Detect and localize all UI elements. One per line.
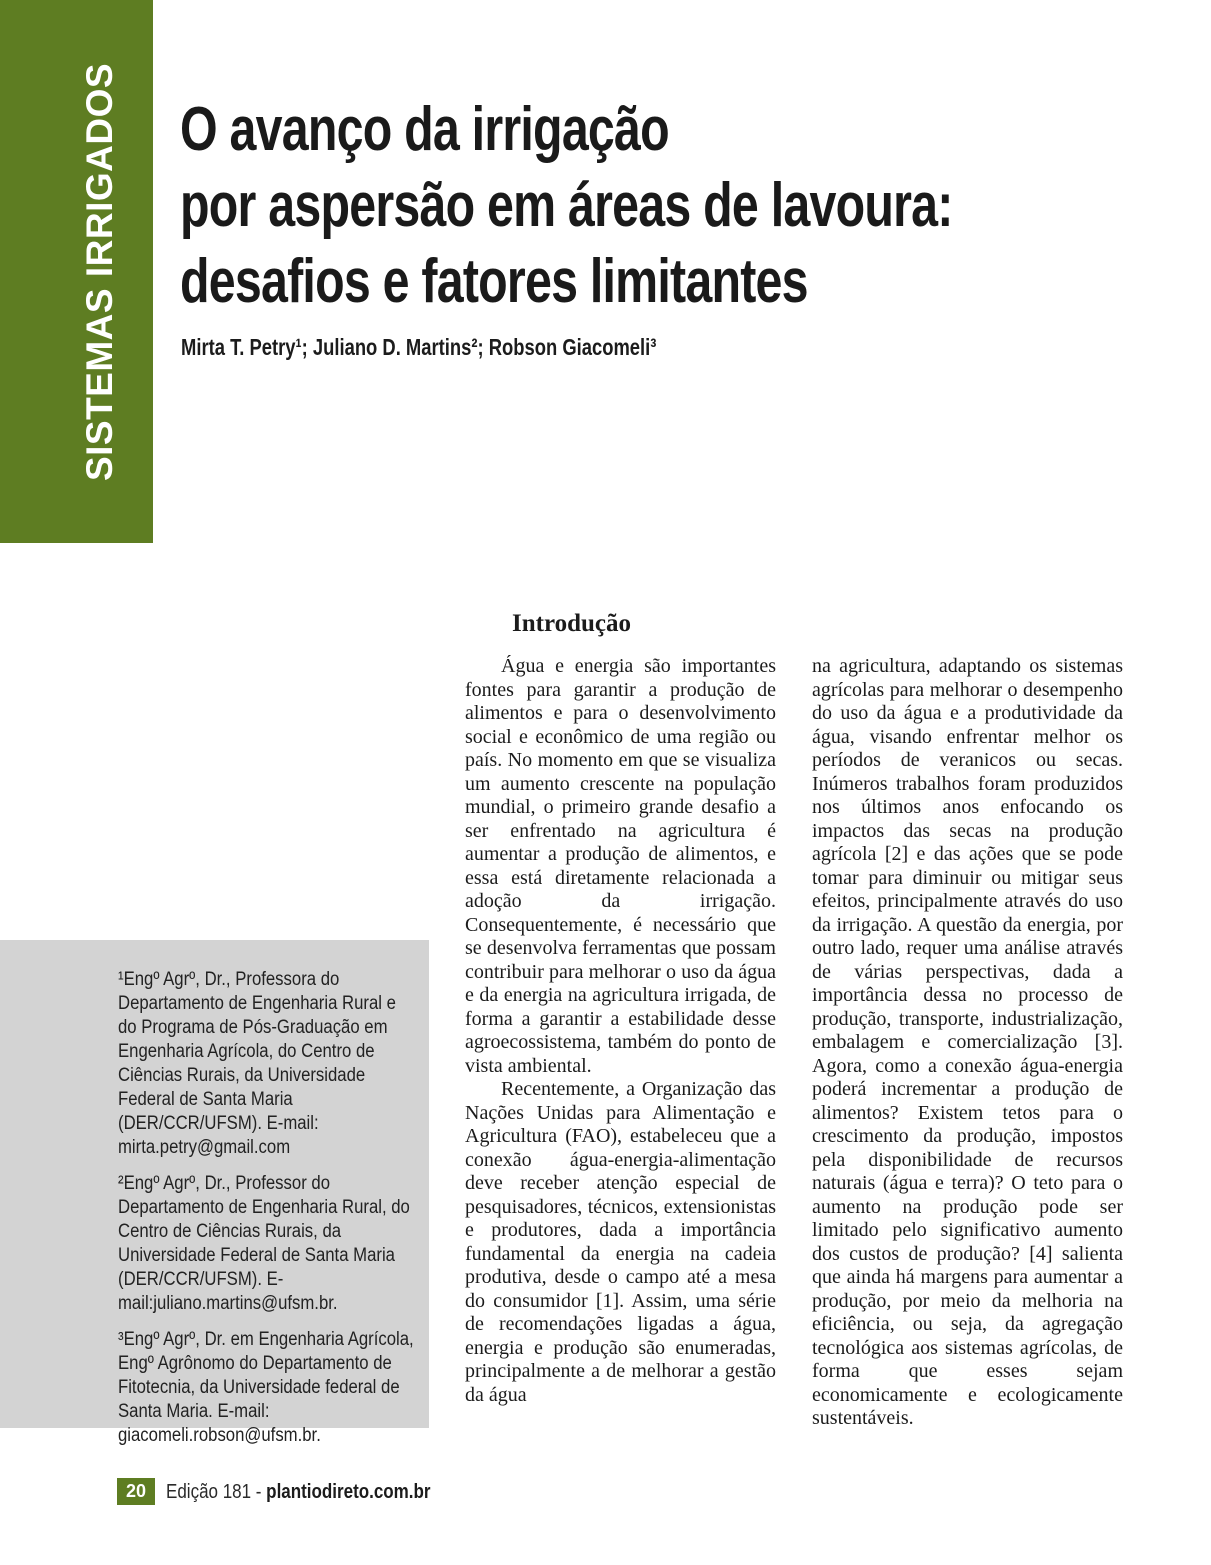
section-color-band <box>0 0 153 543</box>
body-paragraph-1: Água e energia são importantes fontes para garantir a produção de alimentos e para o desenvolvimento social e econômico de uma região ou país. No momento em que se visualiza um aumento crescente na população mundial, o primeiro grande desafio a ser enfrentado na agricultura é aumentar a produção de alimentos, e essa está diretamente relacionada a adoção da irrigação. Consequentemente, é necessário que se desenvolva ferramentas que possam contribuir para melhorar o uso da água e da energia na agricultura irrigada, de forma a garantir a estabilidade desse agroecossistema, também do ponto de vista ambiental. <box>465 655 776 1077</box>
edition-info <box>166 1481 431 1504</box>
body-column-2 <box>812 655 1123 1431</box>
article-title-line-3: desafios e fatores limitantes <box>180 247 808 316</box>
footnotes-panel <box>0 940 429 1446</box>
body-paragraph-2-continued: na agricultura, adaptando os sistemas agrícolas para melhorar o desempenho do uso da água e a produtividade da água, visando enfrentar melhor os períodos de veranicos ou secas. Inúmeros trabalhos foram produzidos nos últimos anos enfocando os impactos das secas na produção agrícola [2] e das ações que se pode tomar para diminuir ou mitigar seus efeitos, principalmente através do uso da irrigação. A questão da energia, por outro lado, requer uma análise através de várias perspectivas, dada a importância dessa no processo de produção, transporte, industrialização, embalagem e comercialização [3]. Agora, como a conexão água-energia poderá incrementar a produção de alimentos? Existem tetos para o crescimento da produção, impostos pela disponibilidade de recursos naturais (água e terra)? O teto para o aumento na produção pode ser limitado pelo significativo aumento dos custos de produção? [4] salienta que ainda há margens para aumentar a produção, por meio da melhoria na eficiência, ou seja, da agregação tecnológica aos sistemas agrícolas, de forma que esses sejam economicamente e ecologicamente sustentáveis. <box>812 655 1123 1429</box>
page-number: 20 <box>125 1481 147 1501</box>
article-title <box>180 92 953 320</box>
section-label: SISTEMAS IRRIGADOS <box>79 62 120 482</box>
page-number-badge <box>117 1478 155 1505</box>
body-paragraph-2: Recentemente, a Organização das Nações Unidas para Alimentação e Agricultura (FAO), estabeleceu que a conexão água-energia-alimentação deve receber atenção especial de pesquisadores, técnicos, extensionistas e produtores, dada a importância fundamental da energia na cadeia produtiva, desde o campo até a mesa do consumidor [1]. Assim, uma série de recomendações ligadas a água, energia e produção são enumeradas, principalmente a de melhorar a gestão da água <box>465 1078 776 1406</box>
body-column-1 <box>465 655 776 1431</box>
footnote-author-2: ²Engº Agrº, Dr., Professor do Departamento de Engenharia Rural, do Centro de Ciências Rurais, da Universidade Federal de Santa Maria (DER/CCR/UFSM). E-mail:juliano.martins@ufsm.br. <box>118 1173 410 1314</box>
authors-line: Mirta T. Petry¹; Juliano D. Martins²; Robson Giacomeli³ <box>181 334 657 360</box>
section-heading-introducao: Introdução <box>512 610 632 637</box>
article-title-line-1: O avanço da irrigação <box>180 95 669 164</box>
footnotes-list <box>118 968 415 1460</box>
footnote-author-3: ³Engº Agrº, Dr. em Engenharia Agrícola, Engº Agrônomo do Departamento de Fitotecnia, da Universidade federal de Santa Maria. E-mail: giacomeli.robson@ufsm.br. <box>118 1329 414 1446</box>
edition-label: Edição 181 - <box>166 1481 267 1503</box>
footnote-author-1: ¹Engº Agrº, Dr., Professora do Departamento de Engenharia Rural e do Programa de Pós-Graduação em Engenharia Agrícola, do Centro de Ciências Rurais, da Universidade Federal de Santa Maria (DER/CCR/UFSM). E-mail: mirta.petry@gmail.com <box>118 969 396 1158</box>
site-url: plantiodireto.com.br <box>266 1481 431 1503</box>
article-title-line-2: por aspersão em áreas de lavoura: <box>180 171 953 240</box>
